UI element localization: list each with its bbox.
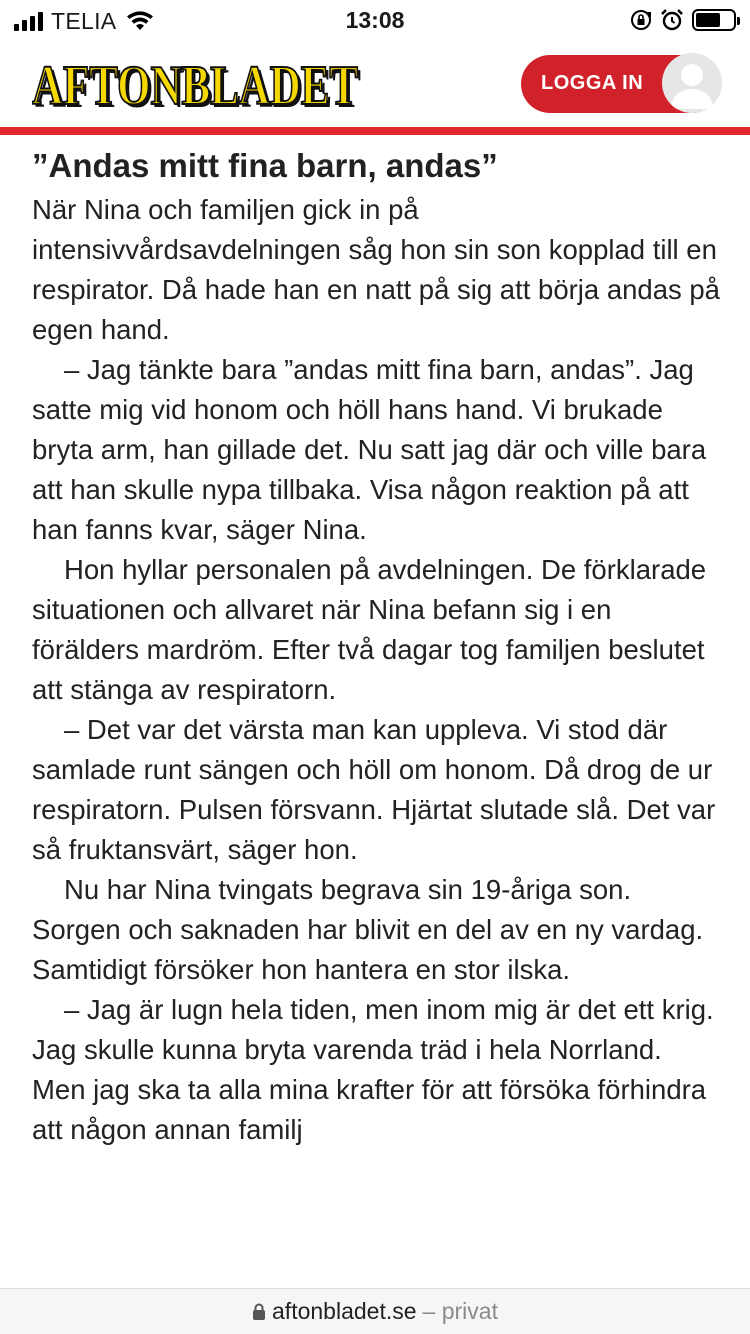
svg-text:AFTONBLADET: AFTONBLADET <box>32 55 358 116</box>
article-paragraph: – Jag tänkte bara ”andas mitt fina barn, andas”. Jag satte mig vid honom och höll hans hand. Vi brukade bryta arm, han gillade det. Nu satt jag där och ville bara att han skulle nypa tillbaka. Visa någon reaktion på att han fanns kvar, säger Nina. <box>32 354 707 545</box>
article-paragraph: – Jag är lugn hela tiden, men inom mig är det ett krig. Jag skulle kunna bryta varenda träd i hela Norrland. Men jag ska ta alla mina krafter för att försöka förhindra att någon annan familj <box>32 994 714 1145</box>
article-paragraph: – Det var det värsta man kan uppleva. Vi stod där samlade runt sängen och höll om honom. Då drog de ur respiratorn. Pulsen försvann. Hjärtat slutade slå. Det var så fruktansvärt, säger hon. <box>32 714 716 865</box>
address-domain: aftonbladet.se <box>272 1298 417 1324</box>
article-subheading: ”Andas mitt fina barn, andas” <box>32 147 498 184</box>
avatar[interactable] <box>662 53 722 113</box>
article-paragraph: Hon hyllar personalen på avdelningen. De förklarade situationen och allvaret när Nina befann sig i en förälders mardröm. Efter två dagar tog familjen beslutet att stänga av respiratorn. <box>32 554 707 705</box>
login-button-label: LOGGA IN <box>541 72 644 94</box>
article-paragraph: När Nina och familjen gick in på intensivvårdsavdelningen såg hon sin son kopplad till en respirator. Då hade han en natt på sig att börja andas på egen hand. <box>32 194 720 345</box>
header-divider <box>0 127 750 135</box>
article-body <box>32 142 722 1150</box>
article-paragraph: Nu har Nina tvingats begrava sin 19-åriga son. Sorgen och saknaden har blivit en del av en ny vardag. Samtidigt försöker hon hantera en stor ilska. <box>32 874 704 985</box>
battery-icon <box>692 9 736 31</box>
alarm-icon <box>660 8 684 32</box>
aftonbladet-logo[interactable] <box>32 54 364 116</box>
user-icon <box>662 53 722 113</box>
svg-text:AFTONBLADET: AFTONBLADET <box>35 58 361 116</box>
rotation-lock-icon <box>630 9 652 31</box>
address-bar[interactable] <box>0 1288 750 1334</box>
status-time: 13:08 <box>345 7 405 33</box>
status-right <box>630 7 736 33</box>
private-mode-label: – privat <box>422 1298 498 1324</box>
lock-icon <box>252 1303 266 1321</box>
status-bar <box>0 0 750 40</box>
carrier-label: TELIA <box>51 7 117 34</box>
